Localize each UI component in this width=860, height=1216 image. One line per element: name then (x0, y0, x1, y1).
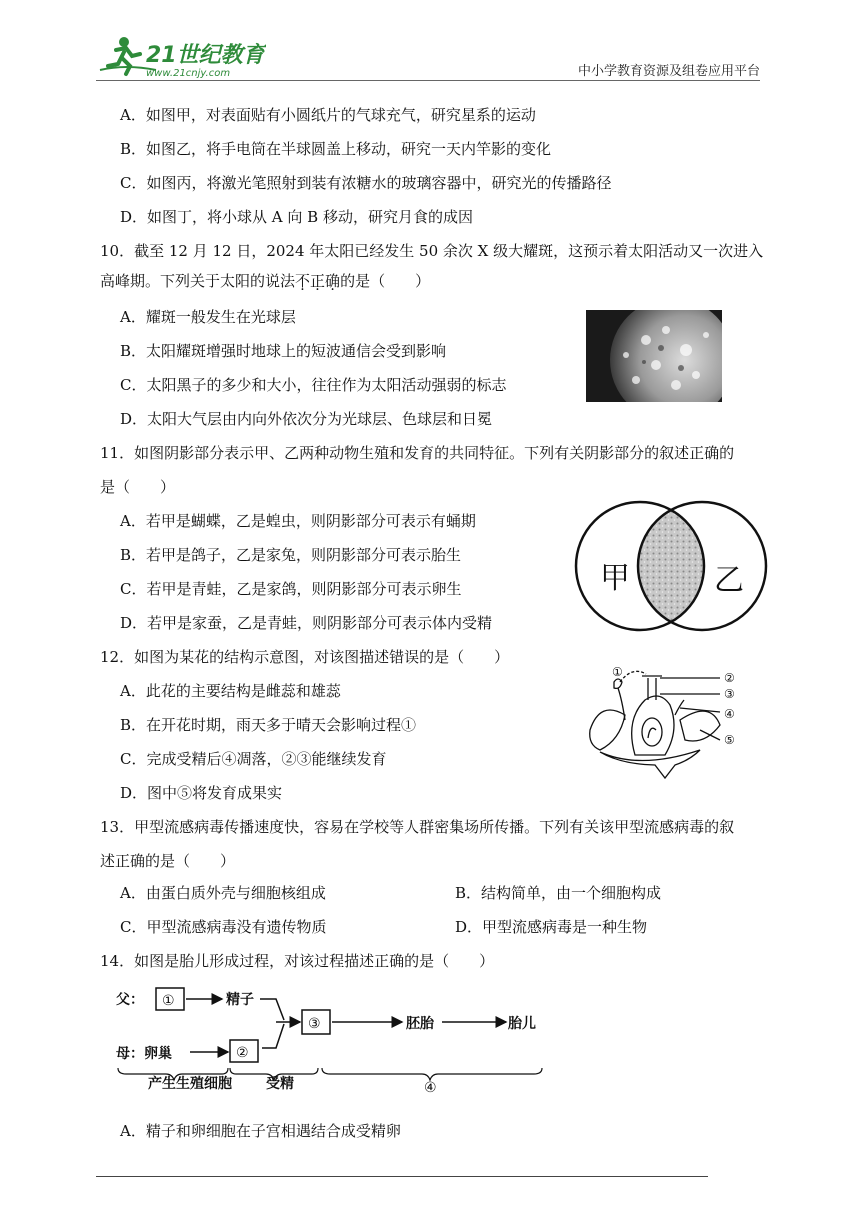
q10-option-d: D．太阳大气层由内向外依次分为光球层、色球层和日冕 (120, 410, 493, 428)
box-3-label: ③ (308, 1016, 321, 1032)
q11-stem-line1: 11．如图阴影部分表示甲、乙两种动物生殖和发育的共同特征。下列有关阴影部分的叙述正确的 (100, 444, 735, 462)
q11-option-a: A．若甲是蝴蝶，乙是蝗虫，则阴影部分可表示有蛹期 (120, 512, 476, 530)
stage-four-label: ④ (424, 1080, 437, 1094)
q12-stem: 12．如图为某花的结构示意图，对该图描述错误的是（ ） (100, 648, 510, 666)
flower-label-1: ① (612, 665, 623, 679)
embryo-label: 胚胎 (406, 1016, 434, 1032)
q9-option-c: C．如图丙，将激光笔照射到装有浓糖水的玻璃容器中，研究光的传播路径 (120, 174, 612, 192)
q12-option-c: C．完成受精后④凋落，②③能继续发育 (120, 750, 387, 768)
flower-label-2: ② (724, 671, 735, 685)
header-platform-text: 中小学教育资源及组卷应用平台 (577, 64, 760, 79)
q10-option-a: A．耀斑一般发生在光球层 (120, 308, 296, 326)
box-2-label: ② (236, 1045, 249, 1061)
father-label: 父： (116, 992, 144, 1008)
site-logo (96, 30, 266, 80)
sperm-label: 精子 (226, 992, 254, 1008)
q10-stem-tail: 的是（ ） (340, 272, 431, 290)
q14-option-a: A．精子和卵细胞在子宫相遇结合成受精卵 (120, 1122, 401, 1140)
q9-option-b: B．如图乙，将手电筒在半球圆盖上移动，研究一天内竿影的变化 (120, 140, 552, 158)
q10-stem-text: 高峰期。下列关于太阳的说法 (100, 272, 296, 290)
venn-circles (574, 498, 770, 636)
q12-option-a: A．此花的主要结构是雌蕊和雄蕊 (120, 682, 341, 700)
q11-option-d: D．若甲是家蚕，乙是青蛙，则阴影部分可表示体内受精 (120, 614, 493, 632)
q13-option-a: A．由蛋白质外壳与细胞核组成 (120, 884, 326, 902)
flower-label-3: ③ (724, 687, 735, 701)
fetus-formation-diagram (116, 982, 556, 1094)
q9-option-d: D．如图丁，将小球从 A 向 B 移动，研究月食的成因 (120, 208, 473, 226)
q10-emphasis-char: 不 (295, 272, 311, 290)
sun-surface-image (586, 310, 722, 402)
q10-stem-line1: 10．截至 12 月 12 日，2024 年太阳已经发生 50 余次 X 级大耀斑，这预示着太阳活动又一次进入 (100, 242, 764, 260)
fetus-process-chart (116, 982, 556, 1094)
q13-stem-line1: 13．甲型流感病毒传播速度快，容易在学校等人群密集场所传播。下列有关该甲型流感病毒的叙 (100, 818, 735, 836)
stage-produce-label: 产生生殖细胞 (148, 1076, 232, 1092)
venn-diagram (574, 498, 770, 636)
flower-label-4: ④ (724, 707, 735, 721)
q14-stem: 14．如图是胎儿形成过程，对该过程描述正确的是（ ） (100, 952, 495, 970)
q12-option-b: B．在开花时期，雨天多于晴天会影响过程① (120, 716, 417, 734)
q10-stem-line2 (100, 270, 430, 292)
q11-stem-line2: 是（ ） (100, 478, 176, 496)
q11-option-c: C．若甲是青蛙，乙是家鸽，则阴影部分可表示卵生 (120, 580, 462, 598)
logo-main-text: 21世纪教育 (146, 43, 265, 68)
logo-runner-icon (96, 30, 266, 80)
footer-divider (96, 1176, 708, 1177)
stage-fertilize-label: 受精 (266, 1076, 294, 1092)
q13-option-d: D．甲型流感病毒是一种生物 (455, 918, 648, 936)
q10-option-c: C．太阳黑子的多少和大小，往往作为太阳活动强弱的标志 (120, 376, 507, 394)
mother-label: 母：卵巢 (116, 1046, 172, 1062)
q10-emphasis-char: 正 (310, 272, 326, 290)
flower-diagram (580, 660, 750, 780)
q9-option-a: A．如图甲，对表面贴有小圆纸片的气球充气，研究星系的运动 (120, 106, 536, 124)
logo-url-text: www.21cnjy.com (146, 68, 231, 79)
q11-option-b: B．若甲是鸽子，乙是家兔，则阴影部分可表示胎生 (120, 546, 462, 564)
box-1-label: ① (162, 993, 175, 1009)
sun-photo (586, 310, 722, 402)
venn-right-label: 乙 (714, 563, 744, 598)
header-divider (96, 80, 760, 81)
venn-left-label: 甲 (600, 561, 630, 596)
q10-option-b: B．太阳耀斑增强时地球上的短波通信会受到影响 (120, 342, 447, 360)
flower-structure-drawing (580, 660, 750, 780)
fetus-label: 胎儿 (508, 1016, 536, 1032)
q13-option-b: B．结构简单，由一个细胞构成 (455, 884, 662, 902)
q12-option-d: D．图中⑤将发育成果实 (120, 784, 283, 802)
flower-label-5: ⑤ (724, 733, 735, 747)
q13-option-c: C．甲型流感病毒没有遗传物质 (120, 918, 327, 936)
q13-stem-line2: 述正确的是（ ） (100, 852, 236, 870)
q10-emphasis-char: 确 (325, 272, 341, 290)
